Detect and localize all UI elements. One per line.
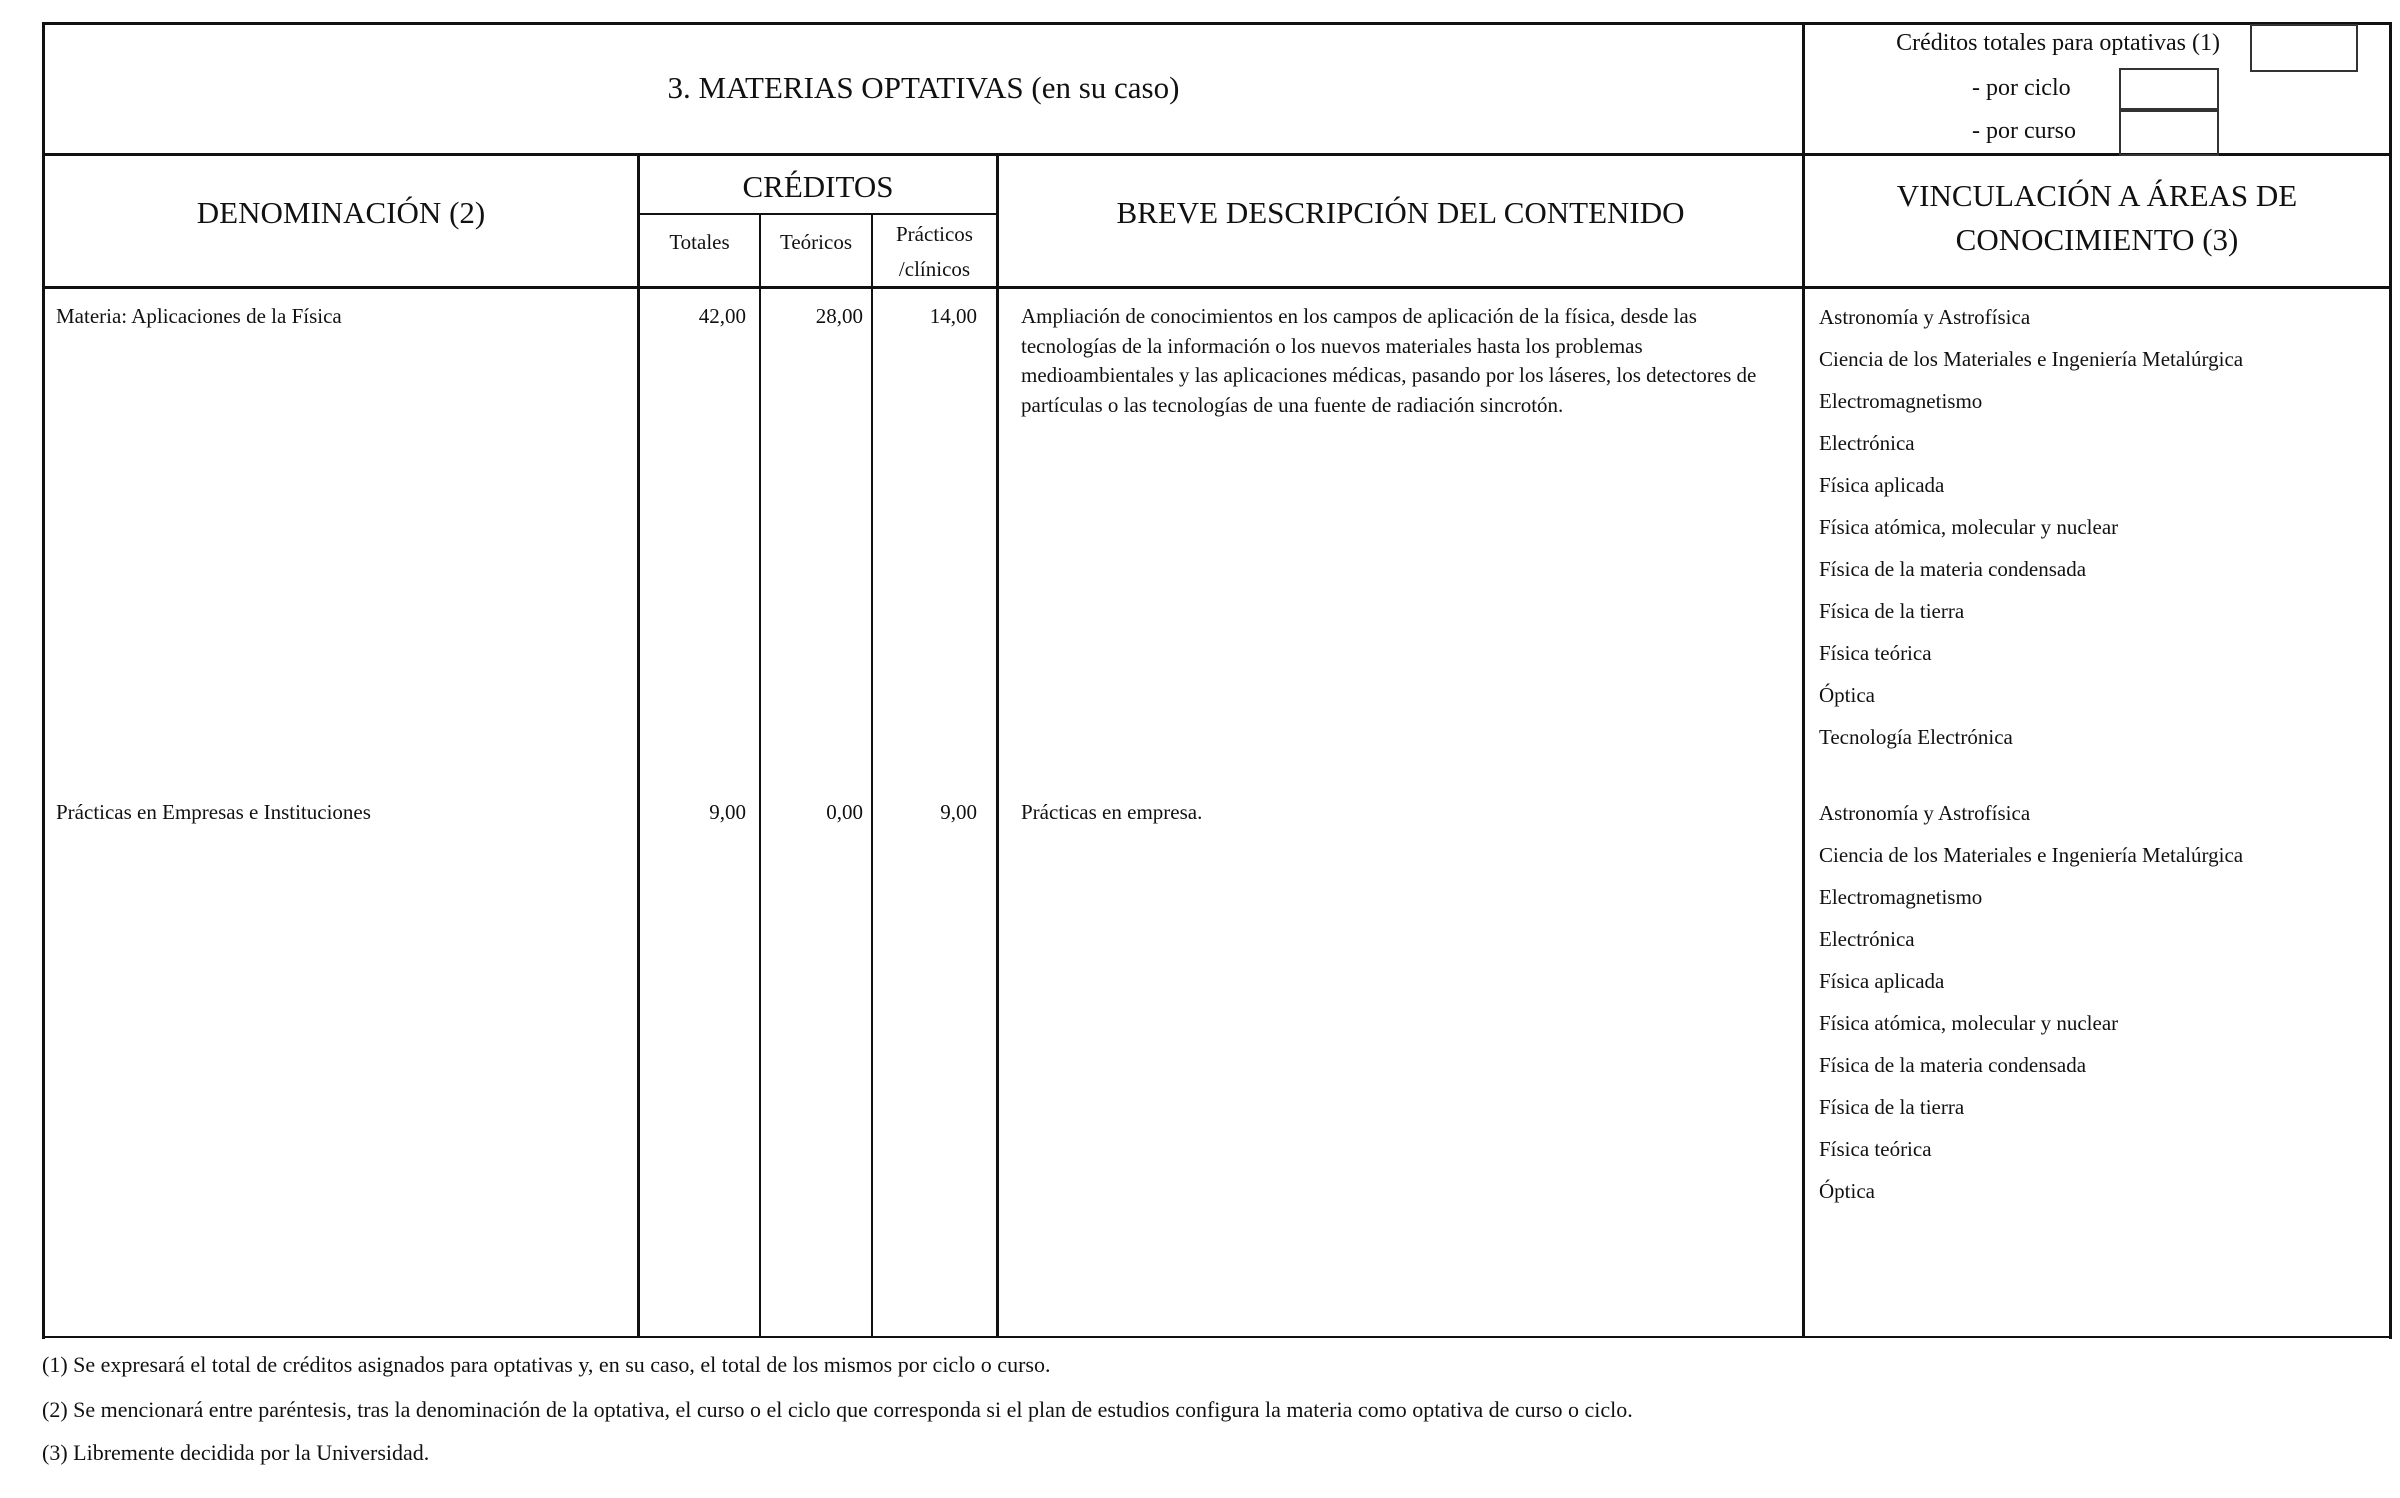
- col-header-areas-2: CONOCIMIENTO (3): [1955, 222, 2239, 257]
- area-item: Electromagnetismo: [1819, 389, 1983, 413]
- row-totals: 42,00: [698, 304, 746, 328]
- col-header-areas-1: VINCULACIÓN A ÁREAS DE: [1896, 178, 2298, 213]
- area-item: Astronomía y Astrofísica: [1819, 305, 2031, 329]
- col-divider-name: [637, 153, 640, 1338]
- footnote-3: (3) Libremente decidida por la Universidad.: [42, 1440, 430, 1465]
- table-border-top: [42, 22, 2392, 25]
- col-header-practical-2: /clínicos: [898, 257, 971, 281]
- col-divider-desc: [1802, 153, 1805, 1338]
- footnote-1: (1) Se expresará el total de créditos asignados para optativas y, en su caso, el total de los mismos por ciclo o curso.: [42, 1352, 1051, 1377]
- credits-total-field[interactable]: [2250, 24, 2358, 72]
- area-item: Tecnología Electrónica: [1819, 725, 2013, 749]
- area-item: Electrónica: [1819, 927, 1915, 951]
- credits-per-course-label: - por curso: [1972, 118, 2076, 144]
- credits-per-cycle-label: - por ciclo: [1972, 75, 2071, 101]
- col-header-theory: Teóricos: [779, 230, 852, 254]
- footnote-2: (2) Se mencionará entre paréntesis, tras la denominación de la optativa, el curso o el ciclo que corresponda si el plan de estudios configura la materia como optativa de curso o ciclo.: [42, 1397, 1633, 1422]
- area-item: Física teórica: [1819, 641, 1932, 665]
- area-item: Física aplicada: [1819, 473, 1945, 497]
- credits-sub-divider: [638, 213, 998, 215]
- row-theory: 28,00: [815, 304, 863, 328]
- table-border-bottom: [42, 1336, 2392, 1338]
- col-header-description: BREVE DESCRIPCIÓN DEL CONTENIDO: [1116, 195, 1685, 230]
- row-description: Prácticas en empresa.: [1021, 800, 1203, 824]
- row-name: Materia: Aplicaciones de la Física: [56, 304, 342, 328]
- row-name: Prácticas en Empresas e Instituciones: [56, 800, 371, 824]
- credits-total-label: Créditos totales para optativas (1): [1896, 30, 2220, 56]
- col-divider-theory: [871, 214, 873, 1338]
- credits-per-cycle-field[interactable]: [2119, 68, 2219, 110]
- area-item: Física aplicada: [1819, 969, 1945, 993]
- area-item: Óptica: [1819, 683, 1875, 707]
- row-practical: 14,00: [929, 304, 977, 328]
- row-totals: 9,00: [709, 800, 746, 824]
- credits-per-course-field[interactable]: [2119, 110, 2219, 156]
- area-item: Física de la tierra: [1819, 1095, 1965, 1119]
- area-item: Ciencia de los Materiales e Ingeniería Metalúrgica: [1819, 843, 2244, 867]
- area-item: Electromagnetismo: [1819, 885, 1983, 909]
- row-practical: 9,00: [940, 800, 977, 824]
- area-item: Física de la materia condensada: [1819, 557, 2087, 581]
- title-row-divider: [42, 153, 2392, 156]
- area-item: Óptica: [1819, 1179, 1875, 1203]
- col-header-credits: CRÉDITOS: [742, 169, 894, 204]
- area-item: Física de la materia condensada: [1819, 1053, 2087, 1077]
- row-areas: [1819, 296, 2243, 758]
- col-header-practical-1: Prácticos: [896, 222, 973, 246]
- col-header-totals: Totales: [669, 230, 730, 254]
- row-areas: [1819, 792, 2243, 1212]
- header-row-divider: [42, 286, 2392, 289]
- col-divider-totals: [759, 214, 761, 1338]
- area-item: Electrónica: [1819, 431, 1915, 455]
- area-item: Física de la tierra: [1819, 599, 1965, 623]
- row-description: Ampliación de conocimientos en los campos de aplicación de la física, desde las tecnologías de la información o los nuevos materiales hasta los problemas medioambientales y las aplicaciones médicas, pasando por los láseres, los detectores de partículas o las tecnologías de una fuente de radiación sincrotón.: [1021, 304, 1757, 417]
- section-title: 3. MATERIAS OPTATIVAS (en su caso): [667, 70, 1180, 105]
- area-item: Física atómica, molecular y nuclear: [1819, 1011, 2119, 1035]
- title-right-divider: [1802, 22, 1805, 155]
- table-border-right: [2389, 22, 2392, 1339]
- area-item: Ciencia de los Materiales e Ingeniería Metalúrgica: [1819, 347, 2244, 371]
- area-item: Astronomía y Astrofísica: [1819, 801, 2031, 825]
- col-header-name: DENOMINACIÓN (2): [196, 195, 486, 230]
- row-theory: 0,00: [826, 800, 863, 824]
- area-item: Física teórica: [1819, 1137, 1932, 1161]
- area-item: Física atómica, molecular y nuclear: [1819, 515, 2119, 539]
- col-divider-credits: [996, 153, 999, 1338]
